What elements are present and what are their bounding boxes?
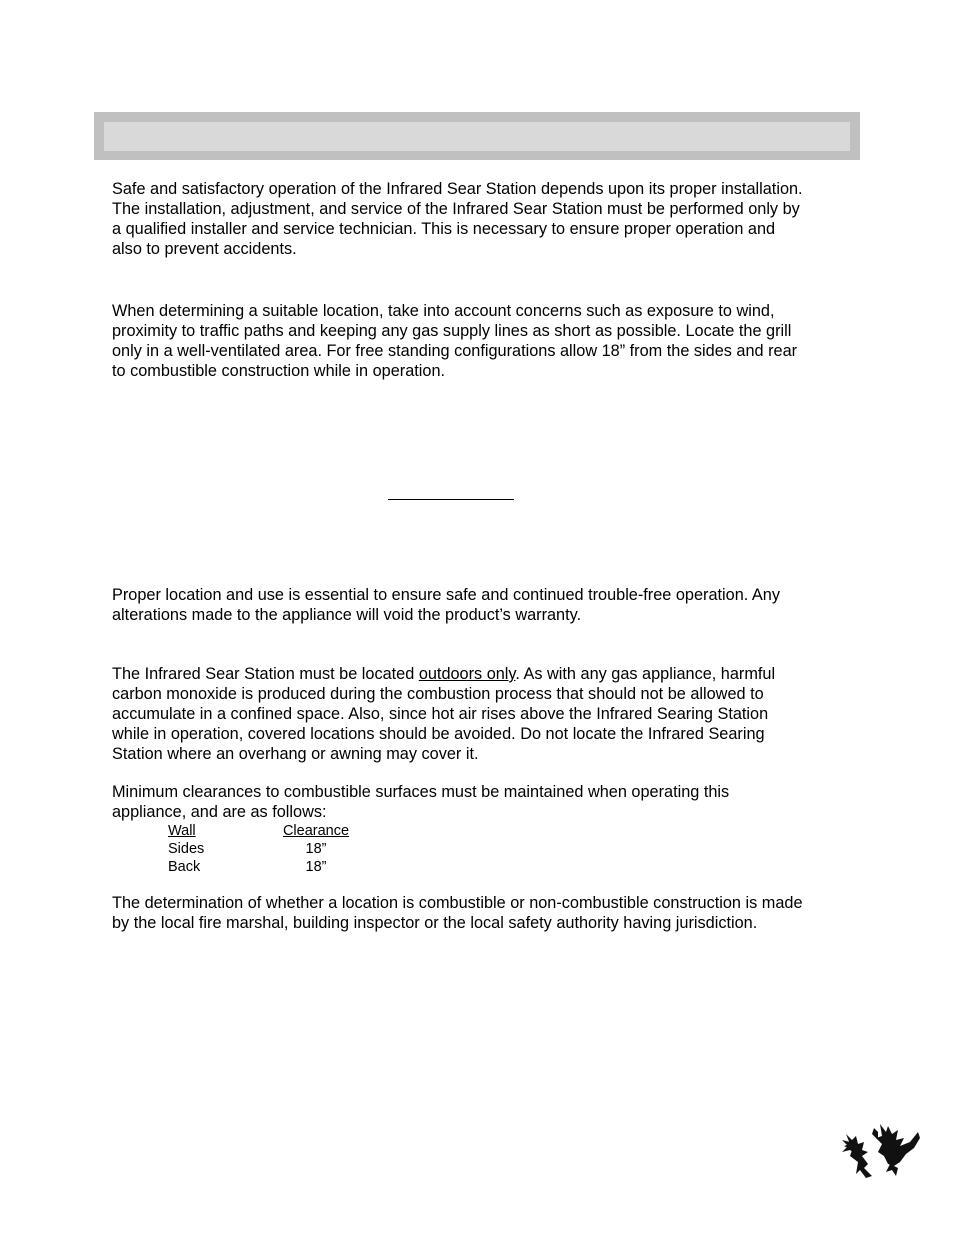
text-line: Station where an overhang or awning may cover it. — [112, 744, 479, 763]
clearance-cell: 18” — [305, 841, 327, 857]
text-line: to combustible construction while in operation. — [112, 361, 446, 380]
text-line: proximity to traffic paths and keeping any gas supply lines as short as possible. Locate the grill — [112, 321, 792, 340]
text-line: The determination of whether a location is combustible or non-combustible construction is made — [112, 894, 803, 912]
text-line: Minimum clearances to combustible surfaces must be maintained when operating this — [112, 783, 730, 801]
text-line: appliance, and are as follows: — [112, 802, 327, 821]
text-line: Safe and satisfactory operation of the Infrared Sear Station depends upon its proper installation. — [112, 180, 803, 198]
determination-paragraph — [112, 894, 852, 934]
text-segment: . As with any gas appliance, harmful — [515, 665, 776, 683]
text-line: a qualified installer and service technician. This is necessary to ensure proper operation and — [112, 219, 776, 238]
text-line — [112, 665, 852, 685]
location-paragraph — [112, 302, 852, 382]
text-line: while in operation, covered locations should be avoided. Do not locate the Infrared Searing — [112, 724, 765, 743]
wall-cell: Back — [168, 859, 201, 875]
text-line: carbon monoxide is produced during the combustion process that should not be allowed to — [112, 684, 764, 703]
clearances-paragraph — [112, 783, 852, 823]
section-header-inner — [104, 122, 850, 151]
text-segment: The Infrared Sear Station must be located — [112, 665, 419, 683]
eagles-logo-icon — [838, 1116, 928, 1188]
text-line: When determining a suitable location, take into account concerns such as exposure to wind, — [112, 302, 775, 320]
wall-column-header: Wall — [168, 823, 196, 839]
horizontal-rule — [388, 499, 514, 500]
wall-cell: Sides — [168, 841, 205, 857]
text-line: by the local fire marshal, building inspector or the local safety authority having jurisdiction. — [112, 913, 758, 932]
clearance-column-header: Clearance — [282, 823, 350, 839]
proper-use-paragraph — [112, 586, 852, 626]
text-line: Proper location and use is essential to ensure safe and continued trouble-free operation. Any — [112, 586, 780, 604]
installation-paragraph — [112, 180, 852, 260]
text-line: only in a well-ventilated area. For free standing configurations allow 18” from the sides and rear — [112, 341, 798, 360]
text-line: also to prevent accidents. — [112, 239, 297, 258]
section-header-bar — [94, 112, 860, 160]
clearance-cell: 18” — [305, 859, 327, 875]
text-line: The installation, adjustment, and service of the Infrared Sear Station must be performed only by — [112, 199, 800, 218]
text-line: alterations made to the appliance will void the product’s warranty. — [112, 605, 582, 624]
outdoors-only-emphasis: outdoors only — [418, 665, 516, 683]
text-line: accumulate in a confined space. Also, since hot air rises above the Infrared Searing Station — [112, 704, 769, 723]
outdoors-paragraph — [112, 665, 852, 765]
